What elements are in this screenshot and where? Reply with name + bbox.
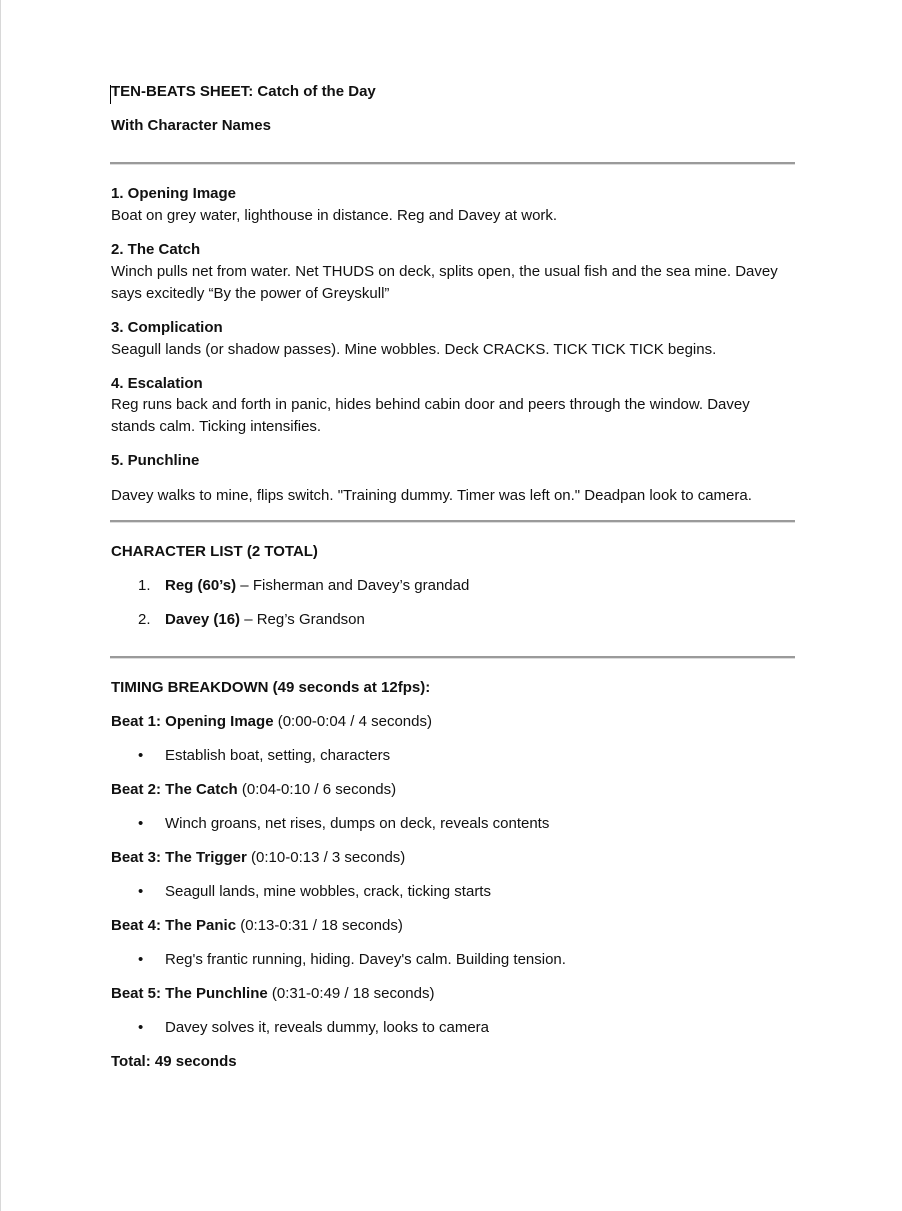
beat-text[interactable]: says excitedly “By the power of Greyskull” (111, 285, 390, 302)
timing-beat[interactable] (111, 711, 432, 732)
timing-beat-label: Beat 2: The Catch (111, 781, 238, 798)
bullet-icon: • (138, 747, 144, 764)
character-desc: – Reg’s Grandson (240, 611, 365, 628)
timing-beat-time: (0:31-0:49 / 18 seconds) (267, 985, 435, 1002)
timing-beat[interactable] (111, 915, 403, 936)
timing-beat[interactable] (111, 983, 434, 1004)
timing-bullet-text[interactable]: Davey solves it, reveals dummy, looks to camera (165, 1019, 490, 1036)
timing-beat-time: (0:13-0:31 / 18 seconds) (236, 917, 403, 934)
timing-beat-time: (0:04-0:10 / 6 seconds) (237, 781, 397, 798)
timing-beat-label: Beat 4: The Panic (111, 917, 237, 934)
beat-text[interactable]: Winch pulls net from water. Net THUDS on deck, splits open, the usual fish and the sea mine. Davey (111, 263, 778, 280)
timing-bullet-text[interactable]: Reg's frantic running, hiding. Davey's calm. Building tension. (165, 951, 566, 968)
beat-heading[interactable]: 4. Escalation (111, 375, 203, 392)
document-title[interactable]: TEN-BEATS SHEET: Catch of the Day (111, 83, 376, 100)
character-name: Davey (16) (165, 611, 241, 628)
timing-bullet-text[interactable]: Winch groans, net rises, dumps on deck, reveals contents (165, 815, 550, 832)
horizontal-rule (110, 162, 795, 165)
character-name: Reg (60’s) (165, 577, 237, 594)
horizontal-rule (110, 656, 795, 659)
timing-total[interactable]: Total: 49 seconds (111, 1053, 237, 1070)
character-desc: – Fisherman and Davey’s grandad (236, 577, 470, 594)
timing-beat[interactable] (111, 779, 396, 800)
beat-heading[interactable]: 3. Complication (111, 319, 223, 336)
beat-heading[interactable]: 5. Punchline (111, 452, 200, 469)
timing-beat[interactable] (111, 847, 405, 868)
beat-text[interactable]: Seagull lands (or shadow passes). Mine wobbles. Deck CRACKS. TICK TICK TICK begins. (111, 341, 717, 358)
bullet-icon: • (138, 951, 144, 968)
beat-heading[interactable]: 2. The Catch (111, 241, 201, 258)
document-subtitle[interactable]: With Character Names (111, 117, 271, 134)
horizontal-rule (110, 520, 795, 523)
list-number: 1. (138, 577, 151, 594)
timing-beat-label: Beat 3: The Trigger (111, 849, 247, 866)
beat-text[interactable]: Boat on grey water, lighthouse in distance. Reg and Davey at work. (111, 207, 558, 224)
beat-text[interactable]: stands calm. Ticking intensifies. (111, 418, 322, 435)
character-item[interactable] (165, 575, 469, 596)
bullet-icon: • (138, 815, 144, 832)
bullet-icon: • (138, 1019, 144, 1036)
character-list-heading[interactable]: CHARACTER LIST (2 TOTAL) (111, 543, 318, 560)
timing-heading[interactable]: TIMING BREAKDOWN (49 seconds at 12fps): (111, 679, 431, 696)
list-number: 2. (138, 611, 151, 628)
beat-text[interactable]: Davey walks to mine, flips switch. "Training dummy. Timer was left on." Deadpan look to camera. (111, 487, 752, 504)
beat-text[interactable]: Reg runs back and forth in panic, hides behind cabin door and peers through the window. Davey (111, 396, 750, 413)
bullet-icon: • (138, 883, 144, 900)
timing-beat-label: Beat 5: The Punchline (111, 985, 268, 1002)
timing-beat-time: (0:00-0:04 / 4 seconds) (273, 713, 432, 730)
timing-beat-label: Beat 1: Opening Image (111, 713, 274, 730)
timing-beat-time: (0:10-0:13 / 3 seconds) (246, 849, 406, 866)
timing-bullet-text[interactable]: Seagull lands, mine wobbles, crack, ticking starts (165, 883, 491, 900)
timing-bullet-text[interactable]: Establish boat, setting, characters (165, 747, 391, 764)
character-item[interactable] (165, 609, 365, 630)
beat-heading[interactable]: 1. Opening Image (111, 185, 237, 202)
